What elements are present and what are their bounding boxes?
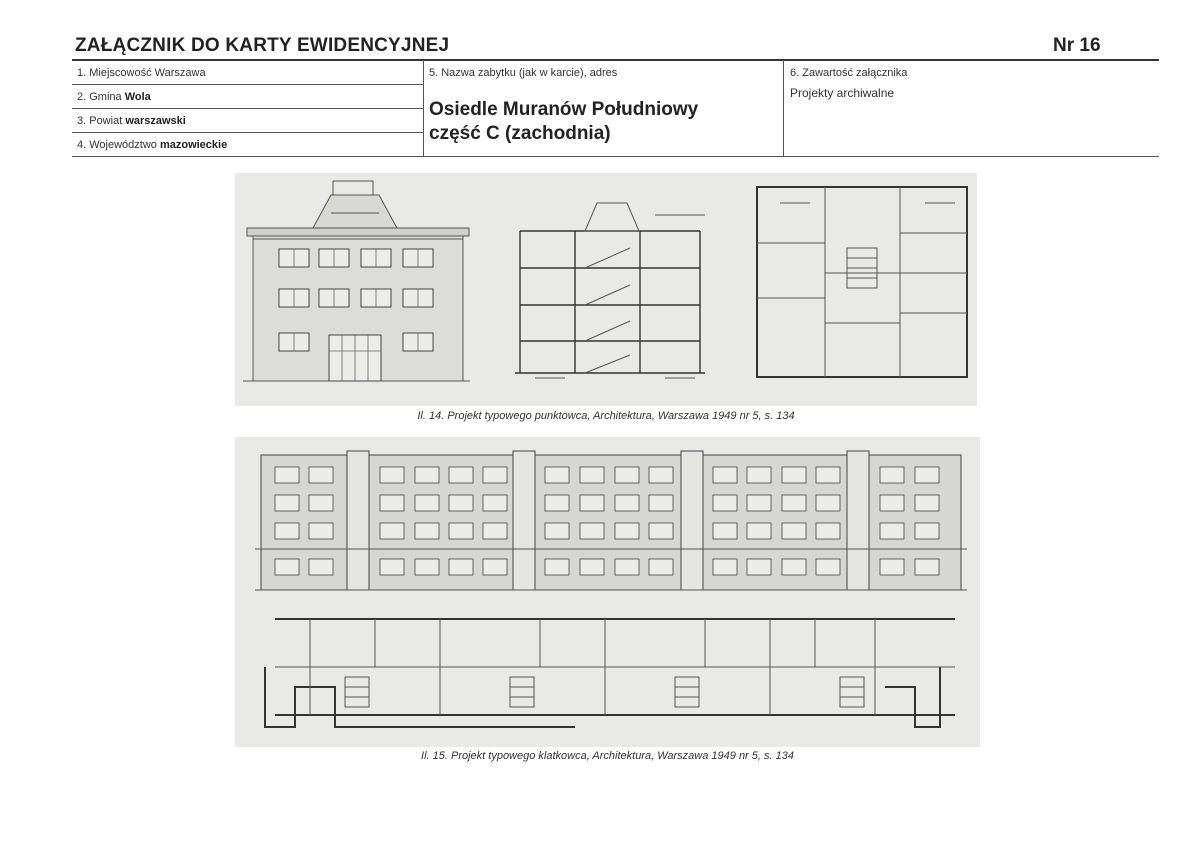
- column-divider-1: [423, 60, 424, 157]
- form-top-rule: [72, 59, 1159, 61]
- field-voivodeship-value: mazowieckie: [159, 139, 228, 151]
- monument-name: [429, 98, 698, 146]
- monument-name-line-2: część C (zachodnia): [429, 123, 611, 144]
- monument-name-line-1: Osiedle Muranów Południowy: [429, 99, 699, 120]
- field-voivodeship-label: 4. Województwo: [77, 139, 157, 151]
- field-locality-value: Warszawa: [154, 67, 206, 79]
- field-county: [77, 115, 186, 127]
- field-contents-value: Projekty archiwalne: [790, 86, 895, 100]
- attachment-number: Nr 16: [1053, 35, 1101, 56]
- figure-15-caption: Il. 15. Projekt typowego klatkowca, Architektura, Warszawa 1949 nr 5, s. 134: [421, 750, 794, 762]
- figure-stairwell-block-drawings: [235, 437, 980, 747]
- field-voivodeship: [77, 139, 227, 151]
- field-locality-label: 1. Miejscowość: [77, 67, 152, 79]
- column-divider-2: [783, 60, 784, 157]
- figure-point-block-drawings: [235, 173, 977, 406]
- row-divider-1: [72, 84, 423, 85]
- field-county-value: warszawski: [125, 115, 186, 127]
- field-monument-name-label: 5. Nazwa zabytku (jak w karcie), adres: [429, 67, 618, 79]
- figure-14-caption: Il. 14. Projekt typowego punktowca, Architektura, Warszawa 1949 nr 5, s. 134: [417, 410, 795, 422]
- field-locality: [77, 67, 206, 79]
- form-bottom-rule: [72, 156, 1159, 157]
- page-title: ZAŁĄCZNIK DO KARTY EWIDENCYJNEJ: [75, 35, 450, 56]
- field-commune: [77, 91, 151, 103]
- field-commune-value: Wola: [124, 91, 151, 103]
- row-divider-2: [72, 108, 423, 109]
- point-block-drawing: [235, 173, 977, 406]
- stairwell-block-drawing: [235, 437, 980, 747]
- field-contents-label: 6. Zawartość załącznika: [790, 67, 908, 79]
- field-commune-label: 2. Gmina: [77, 91, 122, 103]
- field-county-label: 3. Powiat: [77, 115, 123, 127]
- row-divider-3: [72, 132, 423, 133]
